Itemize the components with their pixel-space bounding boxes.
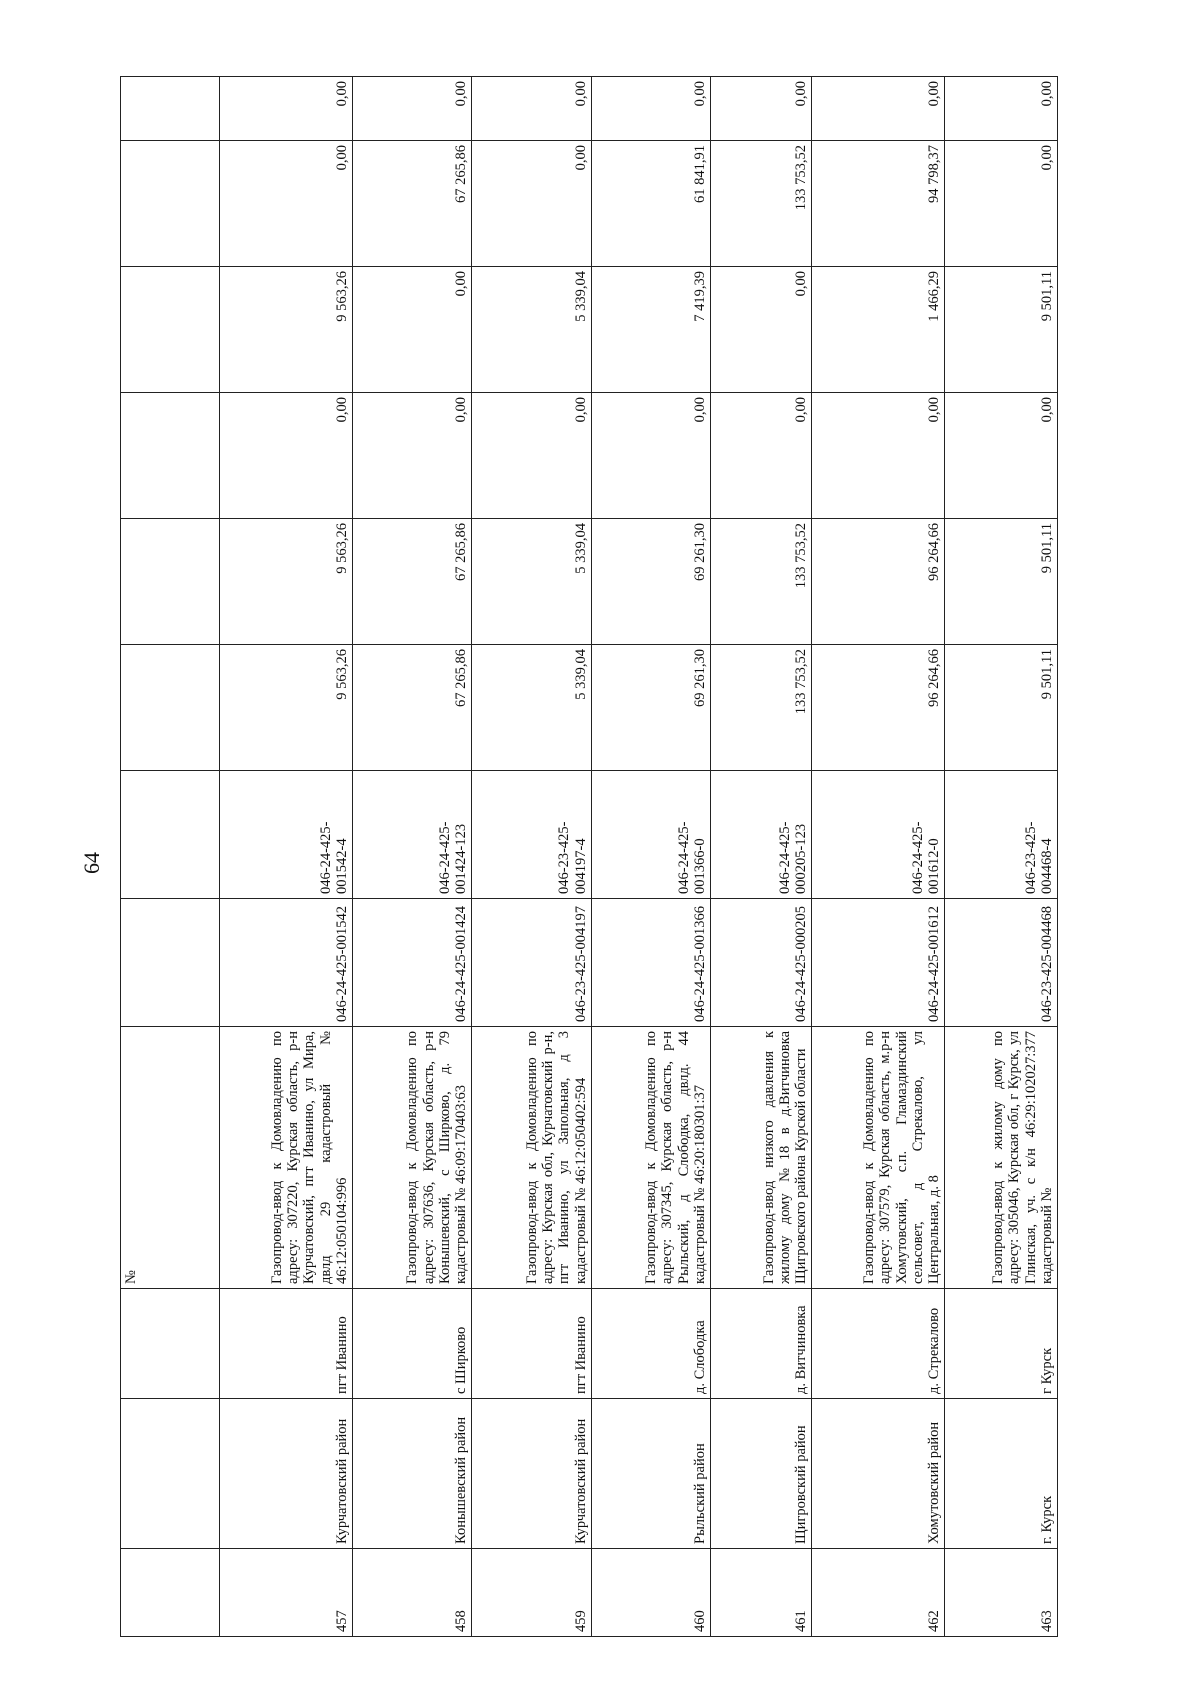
value-4-cell: 5 339,04 [472,267,591,393]
value-1-cell: 9 563,26 [220,645,353,771]
row-number: 458 [352,1549,471,1637]
description-cell: Газопровод-ввод к Домовладению по адресу: Курская обл, Курчатовский р-н, пгт Иванино, ул Запольная, д 3 кадастровый № 46:12:050402:594 [472,1027,591,1289]
settlement-cell: с Ширково [352,1289,471,1399]
description-cell: Газопровод-ввод к Домовладению по адресу: 307579, Курская область, м.р-н Хомутовский, с.п. Гламаздинский сельсовет, д Стрекалово, ул Центральная, д. 8 [812,1027,945,1289]
inventory-number-cell: 046-23-425-004197 [472,899,591,1027]
value-1-cell: 69 261,30 [591,645,710,771]
value-5-cell: 133 753,52 [711,141,812,267]
table-row [945,77,1058,1637]
value-2-cell: 67 265,86 [352,519,471,645]
inventory-number-cell: 046-23-425-004468 [945,899,1058,1027]
value-5-cell: 0,00 [945,141,1058,267]
district-cell: Хомутовский район [812,1399,945,1549]
object-code-cell: 046-24-425-000205-123 [711,771,812,899]
district-cell: Рыльский район [591,1399,710,1549]
object-code-cell: 046-24-425-001366-0 [591,771,710,899]
page-number: 64 [79,852,104,874]
rotated-table-wrapper [120,77,1058,1637]
header-number-symbol: № [121,1027,220,1289]
settlement-cell: пгт Иванино [220,1289,353,1399]
value-2-cell: 9 501,11 [945,519,1058,645]
value-5-cell: 0,00 [220,141,353,267]
settlement-cell: д. Слободка [591,1289,710,1399]
value-2-cell: 96 264,66 [812,519,945,645]
value-6-cell: 0,00 [812,77,945,141]
table-row [812,77,945,1637]
district-cell: Курчатовский район [220,1399,353,1549]
description-cell: Газопровод-ввод низкого давления к жилому дому №18 в д.Витчиновка Щигровского района Курской области [711,1027,812,1289]
value-6-cell: 0,00 [591,77,710,141]
value-4-cell: 9 501,11 [945,267,1058,393]
district-cell: Курчатовский район [472,1399,591,1549]
description-cell: Газопровод-ввод к жилому дому по адресу: 305046, Курская обл, г Курск, ул Глинская, уч. с к/н 46:29:102027:377 кадастровый № [945,1027,1058,1289]
description-cell: Газопровод-ввод к Домовладению по адресу: 307636, Курская область, р-н Конышевский, с Ширково, д. 79 кадастровый № 46:09:170403:63 [352,1027,471,1289]
value-3-cell: 0,00 [812,393,945,519]
value-3-cell: 0,00 [472,393,591,519]
value-3-cell: 0,00 [591,393,710,519]
district-cell: Щигровский район [711,1399,812,1549]
district-cell: г. Курск [945,1399,1058,1549]
value-5-cell: 61 841,91 [591,141,710,267]
value-6-cell: 0,00 [352,77,471,141]
object-code-cell: 046-23-425-004197-4 [472,771,591,899]
settlement-cell: г Курск [945,1289,1058,1399]
object-code-cell: 046-24-425-001612-0 [812,771,945,899]
description-cell: Газопровод-ввод к Домовладению по адресу: 307220, Курская область, р-н Курчатовский, пгт Иванино, ул Мира, двлд 29 кадастровый № 46:12:050104:996 [220,1027,353,1289]
value-2-cell: 5 339,04 [472,519,591,645]
value-3-cell: 0,00 [352,393,471,519]
settlement-cell: д. Витчиновка [711,1289,812,1399]
inventory-number-cell: 046-24-425-001542 [220,899,353,1027]
value-1-cell: 96 264,66 [812,645,945,771]
value-6-cell: 0,00 [220,77,353,141]
inventory-number-cell: 046-24-425-001612 [812,899,945,1027]
value-4-cell: 0,00 [711,267,812,393]
district-cell: Конышевский район [352,1399,471,1549]
table-row [220,77,353,1637]
row-number: 457 [220,1549,353,1637]
value-3-cell: 0,00 [711,393,812,519]
value-1-cell: 5 339,04 [472,645,591,771]
value-6-cell: 0,00 [711,77,812,141]
inventory-number-cell: 046-24-425-000205 [711,899,812,1027]
assets-table [120,76,1058,1637]
value-3-cell: 0,00 [945,393,1058,519]
settlement-cell: д. Стрекалово [812,1289,945,1399]
inventory-number-cell: 046-24-425-001424 [352,899,471,1027]
value-3-cell: 0,00 [220,393,353,519]
value-4-cell: 1 466,29 [812,267,945,393]
value-6-cell: 0,00 [945,77,1058,141]
inventory-number-cell: 046-24-425-001366 [591,899,710,1027]
object-code-cell: 046-24-425-001424-123 [352,771,471,899]
value-4-cell: 9 563,26 [220,267,353,393]
description-cell: Газопровод-ввод к Домовладению по адресу: 307345, Курская область, р-н Рыльский, д Слободка, двлд. 44 кадастровый № 46:20:180301:37 [591,1027,710,1289]
value-6-cell: 0,00 [472,77,591,141]
value-1-cell: 9 501,11 [945,645,1058,771]
value-4-cell: 7 419,39 [591,267,710,393]
table-row [472,77,591,1637]
table-row [352,77,471,1637]
row-number: 459 [472,1549,591,1637]
row-number: 463 [945,1549,1058,1637]
value-2-cell: 9 563,26 [220,519,353,645]
value-1-cell: 133 753,52 [711,645,812,771]
object-code-cell: 046-24-425-001542-4 [220,771,353,899]
row-number: 462 [812,1549,945,1637]
header-row [121,77,220,1637]
object-code-cell: 046-23-425-004468-4 [945,771,1058,899]
value-5-cell: 0,00 [472,141,591,267]
value-1-cell: 67 265,86 [352,645,471,771]
row-number: 460 [591,1549,710,1637]
value-5-cell: 94 798,37 [812,141,945,267]
settlement-cell: пгт Иванино [472,1289,591,1399]
value-5-cell: 67 265,86 [352,141,471,267]
value-4-cell: 0,00 [352,267,471,393]
table-row [591,77,710,1637]
value-2-cell: 133 753,52 [711,519,812,645]
table-row [711,77,812,1637]
value-2-cell: 69 261,30 [591,519,710,645]
row-number: 461 [711,1549,812,1637]
